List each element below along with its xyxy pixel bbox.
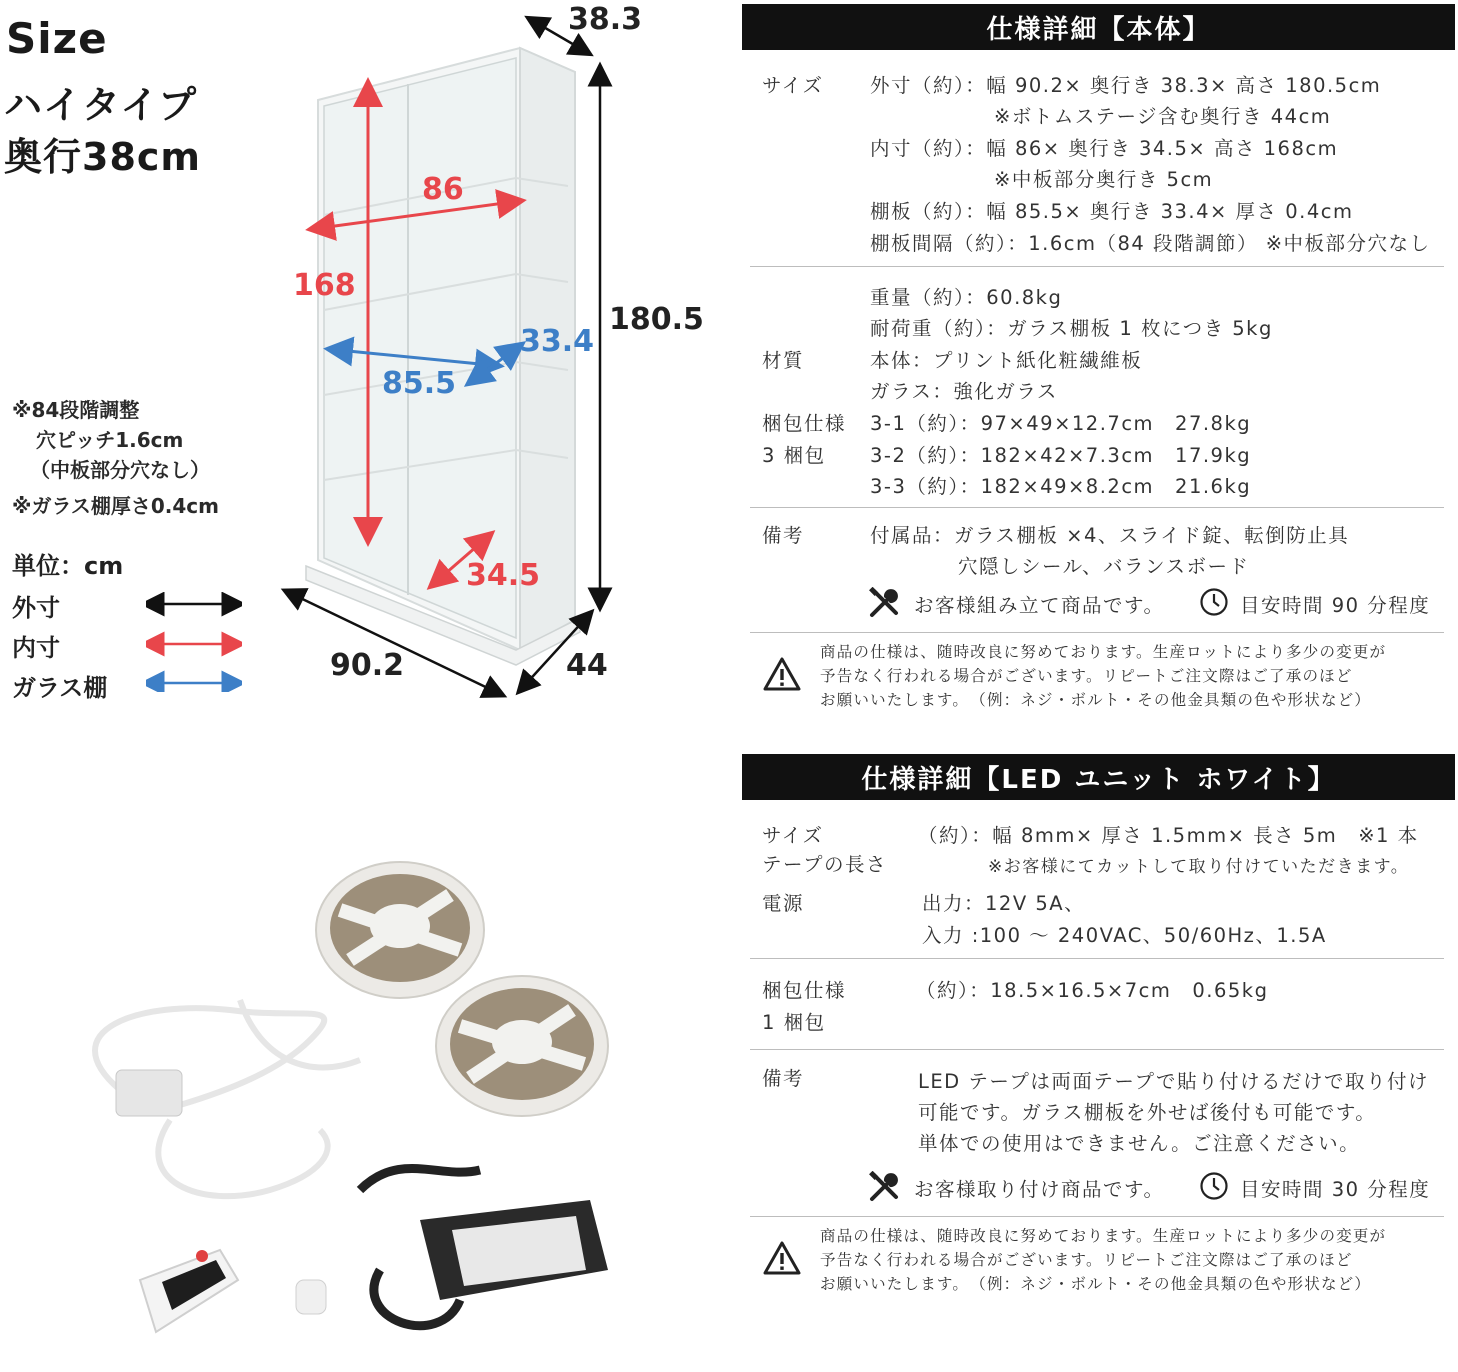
dim-outer-depth-top: 38.3 (568, 2, 643, 37)
spec-body-header: 仕様詳細【本体】 (742, 4, 1455, 50)
spec-led-remarks-line: LED テープは両面テープで貼り付けるだけで取り付け (918, 1070, 1430, 1093)
clock-icon (1199, 1171, 1229, 1201)
spec-led-size-line: ※お客様にてカットして取り付けていただきます。 (988, 857, 1410, 877)
divider (750, 958, 1444, 959)
spec-body-size-label: サイズ (762, 74, 824, 97)
spec-led-header: 仕様詳細【LED ユニット ホワイト】 (742, 754, 1455, 800)
note-adjust: ※84段階調整 (12, 398, 140, 422)
divider (750, 507, 1444, 508)
dim-outer-height: 180.5 (609, 302, 704, 337)
legend-outer: 外寸 (12, 594, 60, 622)
spec-body-warning-line: 予告なく行われる場合がございます。リピートご注文際はご了承のほど (820, 667, 1353, 685)
legend-arrows (146, 592, 242, 692)
spec-body-warning-line: お願いいたします。 （例：ネジ・ボルト・その他金具類の色や形状など） (820, 691, 1372, 709)
divider (750, 632, 1444, 633)
legend-shelf: ガラス棚 (12, 674, 108, 702)
note-glass-thickness: ※ガラス棚厚さ0.4cm (12, 494, 219, 518)
dim-inner-width: 86 (422, 172, 464, 207)
type-label: ハイタイプ (4, 83, 198, 127)
spec-led-tape-label: テープの長さ (762, 853, 888, 876)
spec-led-warning-line: 商品の仕様は、随時改良に努めております。生産ロットにより多少の変更が (820, 1227, 1387, 1245)
spec-body-package-count: 3 梱包 (762, 444, 826, 467)
divider (750, 266, 1444, 267)
legend-inner: 内寸 (12, 634, 60, 662)
depth-label: 奥行38cm (4, 135, 202, 179)
dim-outer-width: 90.2 (330, 648, 405, 683)
spec-body-package-line: 3-1（約）：97×49×12.7cm 27.8kg (870, 412, 1252, 435)
warning-icon (762, 1240, 802, 1276)
dim-inner-depth: 34.5 (466, 558, 541, 593)
spec-body-weight: 重量（約）：60.8kg (870, 286, 1063, 309)
spec-body-time: 目安時間 90 分程度 (1240, 594, 1431, 617)
spec-body-load: 耐荷重（約）：ガラス棚板 1 枚につき 5kg (870, 317, 1273, 340)
note-no-holes: （中板部分穴なし） (30, 458, 210, 482)
spec-led-power-line: 出力：12V 5A、 (922, 892, 1086, 915)
spec-led-power-line: 入力 :100 ～ 240VAC、50/60Hz、1.5A (922, 924, 1327, 947)
spec-body-size-line: ※中板部分奥行き 5cm (994, 168, 1214, 191)
spec-led-remarks-line: 単体での使用はできません。ご注意ください。 (918, 1132, 1361, 1155)
divider (750, 1216, 1444, 1217)
spec-body-size-line: 棚板（約）：幅 85.5× 奥行き 33.4× 厚さ 0.4cm (870, 200, 1354, 223)
spec-body-size-line: 棚板間隔（約）：1.6cm（84 段階調節） ※中板部分穴なし (870, 232, 1431, 255)
spec-led-package-line: （約）：18.5×16.5×7cm 0.65kg (916, 979, 1269, 1002)
spec-led-remarks-line: 可能です。ガラス棚板を外せば後付も可能です。 (918, 1101, 1377, 1124)
size-title: Size (6, 14, 108, 63)
unit-label: 単位：cm (12, 552, 124, 580)
cabinet-diagram (280, 10, 740, 700)
spec-led-remarks-label: 備考 (762, 1067, 805, 1090)
spec-body-warning-line: 商品の仕様は、随時改良に努めております。生産ロットにより多少の変更が (820, 643, 1387, 661)
dim-shelf-depth: 33.4 (520, 324, 595, 359)
spec-body-remarks-label: 備考 (762, 524, 805, 547)
tools-icon (868, 587, 900, 619)
spec-body-material-line: ガラス：強化ガラス (870, 380, 1058, 403)
dim-inner-height: 168 (293, 268, 356, 303)
spec-led-power-label: 電源 (762, 892, 805, 915)
spec-body-package-line: 3-2（約）：182×42×7.3cm 17.9kg (870, 444, 1252, 467)
dim-shelf-width: 85.5 (382, 366, 457, 401)
spec-body-remarks-line: 穴隠しシール、バランスボード (958, 555, 1250, 578)
spec-body-size-line: ※ボトムステージ含む奥行き 44cm (994, 105, 1332, 128)
spec-body-material-label: 材質 (762, 349, 805, 372)
spec-led-warning-line: お願いいたします。 （例：ネジ・ボルト・その他金具類の色や形状など） (820, 1275, 1372, 1293)
spec-body-assembly: お客様組み立て商品です。 (914, 594, 1165, 617)
clock-icon (1199, 587, 1229, 617)
spec-led-time: 目安時間 30 分程度 (1240, 1178, 1431, 1201)
spec-led-size-line: （約）：幅 8mm× 厚さ 1.5mm× 長さ 5m ※1 本 (918, 824, 1419, 847)
spec-body-size-line: 外寸（約）：幅 90.2× 奥行き 38.3× 高さ 180.5cm (870, 74, 1382, 97)
led-unit-photo (60, 850, 700, 1360)
spec-body-material-line: 本体：プリント紙化粧繊維板 (870, 349, 1143, 372)
spec-body-package-label: 梱包仕様 (762, 412, 847, 435)
tools-icon (868, 1171, 900, 1203)
spec-led-install: お客様取り付け商品です。 (914, 1178, 1165, 1201)
spec-body-package-line: 3-3（約）：182×49×8.2cm 21.6kg (870, 475, 1252, 498)
dim-outer-depth-bottom: 44 (566, 648, 608, 683)
spec-led-warning-line: 予告なく行われる場合がございます。リピートご注文際はご了承のほど (820, 1251, 1353, 1269)
warning-icon (762, 656, 802, 692)
divider (750, 1049, 1444, 1050)
spec-body-size-line: 内寸（約）：幅 86× 奥行き 34.5× 高さ 168cm (870, 137, 1339, 160)
spec-led-package-count: 1 梱包 (762, 1011, 826, 1034)
note-pitch: 穴ピッチ1.6cm (36, 428, 184, 452)
spec-led-package-label: 梱包仕様 (762, 979, 847, 1002)
spec-led-size-label: サイズ (762, 824, 824, 847)
spec-body-remarks-line: 付属品：ガラス棚板 ×4、スライド錠、転倒防止具 (870, 524, 1350, 547)
